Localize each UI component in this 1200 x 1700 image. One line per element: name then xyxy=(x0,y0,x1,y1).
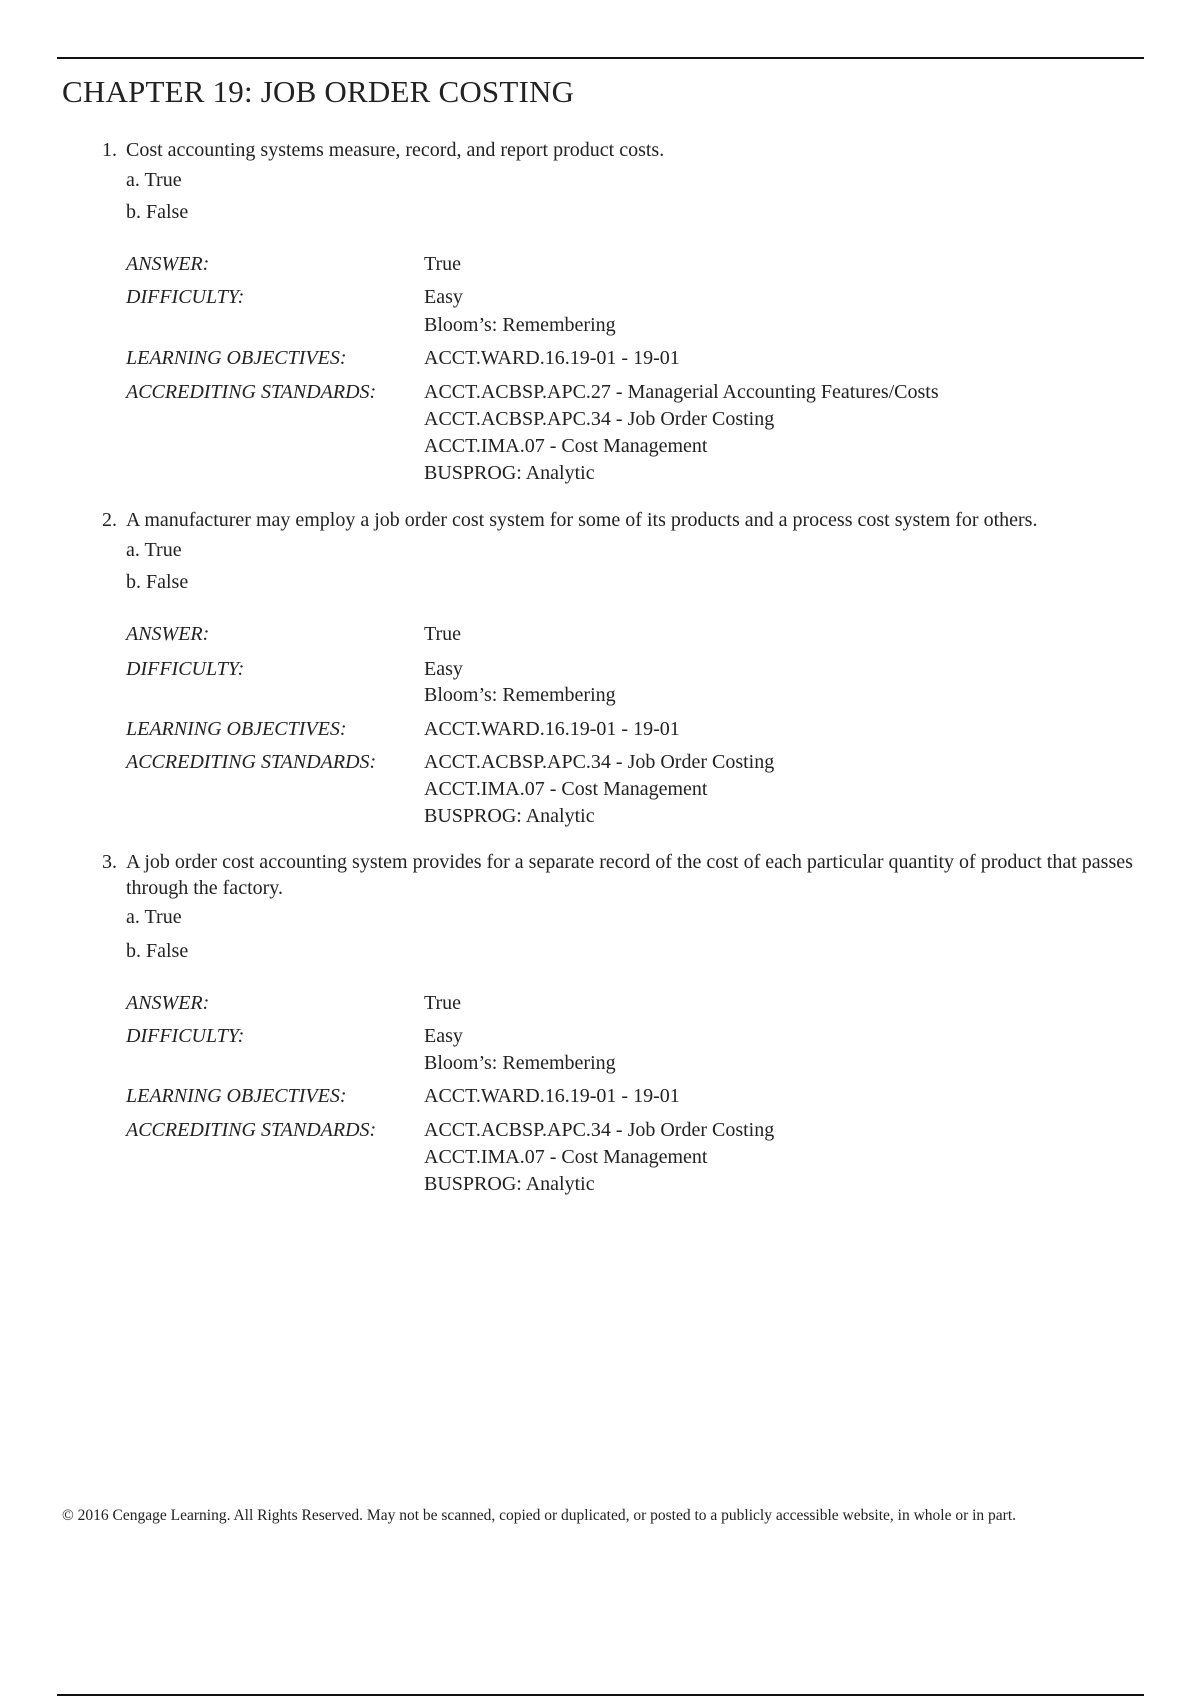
accrediting-standard: ACCT.IMA.07 - Cost Management xyxy=(424,778,708,800)
learning-objectives-label: LEARNING OBJECTIVES: xyxy=(126,347,347,369)
choice-false: b. False xyxy=(126,201,189,223)
question-stem xyxy=(102,137,1142,163)
top-rule xyxy=(57,57,1144,59)
accrediting-standard: BUSPROG: Analytic xyxy=(424,1173,595,1195)
difficulty-label: DIFFICULTY: xyxy=(126,286,245,308)
accrediting-standard: BUSPROG: Analytic xyxy=(424,462,595,484)
answer-label: ANSWER: xyxy=(126,253,210,275)
question-text: Cost accounting systems measure, record, and report product costs. xyxy=(126,139,665,161)
chapter-title: CHAPTER 19: JOB ORDER COSTING xyxy=(62,74,575,109)
question-stem xyxy=(102,507,1142,533)
accrediting-standards-label: ACCREDITING STANDARDS: xyxy=(126,381,377,403)
question-number: 1. xyxy=(102,139,117,161)
accrediting-standard: ACCT.IMA.07 - Cost Management xyxy=(424,435,708,457)
answer-value: True xyxy=(424,253,462,275)
answer-label: ANSWER: xyxy=(126,623,210,645)
question-text: A manufacturer may employ a job order cost system for some of its products and a process cost system for others. xyxy=(126,509,1038,531)
answer-value: True xyxy=(424,992,462,1014)
accrediting-standard: ACCT.IMA.07 - Cost Management xyxy=(424,1146,708,1168)
answer-label: ANSWER: xyxy=(126,992,210,1014)
copyright-footer: © 2016 Cengage Learning. All Rights Reserved. May not be scanned, copied or duplicated, or posted to a publicly accessible website, in whole or in part. xyxy=(62,1507,1017,1524)
difficulty-value: Easy xyxy=(424,286,463,308)
choice-true: a. True xyxy=(126,906,182,928)
accrediting-standard: ACCT.ACBSP.APC.34 - Job Order Costing xyxy=(424,751,775,773)
accrediting-standard: BUSPROG: Analytic xyxy=(424,805,595,827)
choice-true: a. True xyxy=(126,169,182,191)
learning-objectives-value: ACCT.WARD.16.19-01 - 19-01 xyxy=(424,347,680,369)
question-number: 2. xyxy=(102,509,117,531)
choice-true: a. True xyxy=(126,539,182,561)
question-text: A job order cost accounting system provides for a separate record of the cost of each particular quantity of product that passes through the factory. xyxy=(126,851,1133,899)
difficulty-label: DIFFICULTY: xyxy=(126,1025,245,1047)
question-stem xyxy=(102,849,1142,901)
difficulty-bloom: Bloom’s: Remembering xyxy=(424,684,616,706)
learning-objectives-value: ACCT.WARD.16.19-01 - 19-01 xyxy=(424,1085,680,1107)
accrediting-standard: ACCT.ACBSP.APC.27 - Managerial Accounting Features/Costs xyxy=(424,381,939,403)
accrediting-standards-label: ACCREDITING STANDARDS: xyxy=(126,751,377,773)
difficulty-value: Easy xyxy=(424,658,463,680)
difficulty-bloom: Bloom’s: Remembering xyxy=(424,1052,616,1074)
difficulty-label: DIFFICULTY: xyxy=(126,658,245,680)
question-number: 3. xyxy=(102,851,117,873)
bottom-rule xyxy=(57,1694,1144,1696)
answer-value: True xyxy=(424,623,462,645)
learning-objectives-label: LEARNING OBJECTIVES: xyxy=(126,1085,347,1107)
learning-objectives-label: LEARNING OBJECTIVES: xyxy=(126,718,347,740)
accrediting-standard: ACCT.ACBSP.APC.34 - Job Order Costing xyxy=(424,408,775,430)
choice-false: b. False xyxy=(126,940,189,962)
difficulty-bloom: Bloom’s: Remembering xyxy=(424,314,616,336)
accrediting-standard: ACCT.ACBSP.APC.34 - Job Order Costing xyxy=(424,1119,775,1141)
difficulty-value: Easy xyxy=(424,1025,463,1047)
learning-objectives-value: ACCT.WARD.16.19-01 - 19-01 xyxy=(424,718,680,740)
accrediting-standards-label: ACCREDITING STANDARDS: xyxy=(126,1119,377,1141)
choice-false: b. False xyxy=(126,571,189,593)
